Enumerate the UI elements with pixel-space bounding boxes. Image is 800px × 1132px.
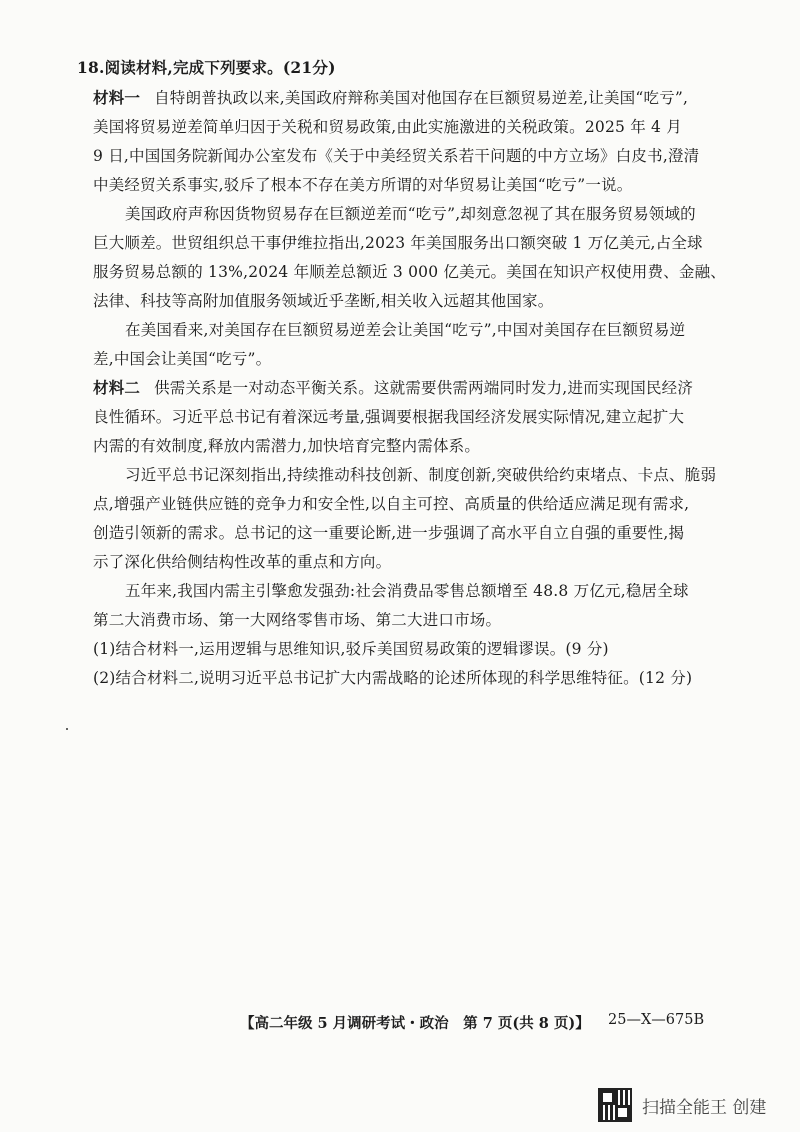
material1-p2-l2: 巨大顺差。世贸组织总干事伊维拉指出,2023 年美国服务出口额突破 1 万亿美元,占全球 (93, 234, 703, 252)
material1-p3-l1: 在美国看来,对美国存在巨额贸易逆差会让美国“吃亏”,中国对美国存在巨额贸易逆 (125, 321, 686, 339)
watermark-text: 扫描全能王 创建 (642, 1097, 767, 1118)
task-2: (2)结合材料二,说明习近平总书记扩大内需战略的论述所体现的科学思维特征。(12 分) (93, 669, 693, 687)
material1-p2-l3: 服务贸易总额的 13%,2024 年顺差总额近 3 000 亿美元。美国在知识产权使用费、金融、 (93, 263, 727, 281)
material1-p3-l2: 差,中国会让美国“吃亏”。 (93, 350, 272, 368)
material1-p2-l1: 美国政府声称因货物贸易存在巨额逆差而“吃亏”,却刻意忽视了其在服务贸易领域的 (125, 205, 696, 223)
scan-speck (66, 728, 68, 730)
material1-p1-l4: 中美经贸关系事实,驳斥了根本不存在美方所谓的对华贸易让美国“吃亏”一说。 (93, 176, 633, 194)
material2-p2-l2: 点,增强产业链供应链的竞争力和安全性,以自主可控、高质量的供给适应满足现有需求, (93, 495, 690, 513)
material1-p1-l1: 自特朗普执政以来,美国政府辩称美国对他国存在巨额贸易逆差,让美国“吃亏”, (154, 89, 689, 107)
material2-p2-l1: 习近平总书记深刻指出,持续推动科技创新、制度创新,突破供给约束堵点、卡点、脆弱 (125, 466, 717, 484)
material2-label: 材料二 (93, 378, 141, 397)
footer-page-info: 【高二年级 5 月调研考试・政治 第 7 页(共 8 页)】 (240, 1015, 590, 1032)
scanner-watermark (598, 1088, 783, 1122)
material1-p1-l2: 美国将贸易逆差简单归因于关税和贸易政策,由此实施激进的关税政策。2025 年 4 月 (93, 118, 682, 136)
qr-code-icon (598, 1088, 632, 1122)
question-title: 18.阅读材料,完成下列要求。(21分) (77, 58, 336, 77)
material1-line-1 (93, 88, 688, 108)
task-1: (1)结合材料一,运用逻辑与思维知识,驳斥美国贸易政策的逻辑谬误。(9 分) (93, 640, 609, 658)
material2-p1-l1: 供需关系是一对动态平衡关系。这就需要供需两端同时发力,进而实现国民经济 (154, 379, 694, 397)
material2-p3-l2: 第二大消费市场、第一大网络零售市场、第二大进口市场。 (93, 611, 502, 629)
material2-p2-l4: 示了深化供给侧结构性改革的重点和方向。 (93, 553, 392, 571)
material2-line-1 (93, 378, 693, 398)
material2-p3-l1: 五年来,我国内需主引擎愈发强劲:社会消费品零售总额增至 48.8 万亿元,稳居全球 (125, 582, 689, 600)
material1-label: 材料一 (93, 88, 141, 107)
material2-p1-l2: 良性循环。习近平总书记有着深远考量,强调要根据我国经济发展实际情况,建立起扩大 (93, 408, 685, 426)
material1-p1-l3: 9 日,中国国务院新闻办公室发布《关于中美经贸关系若干问题的中方立场》白皮书,澄清 (93, 147, 700, 165)
material2-p1-l3: 内需的有效制度,释放内需潜力,加快培育完整内需体系。 (93, 437, 481, 455)
material2-p2-l3: 创造引领新的需求。总书记的这一重要论断,进一步强调了高水平自立自强的重要性,揭 (93, 524, 685, 542)
footer-code: 25—X—675B (608, 1012, 705, 1028)
material1-p2-l4: 法律、科技等高附加值服务领域近乎垄断,相关收入远超其他国家。 (93, 292, 554, 310)
